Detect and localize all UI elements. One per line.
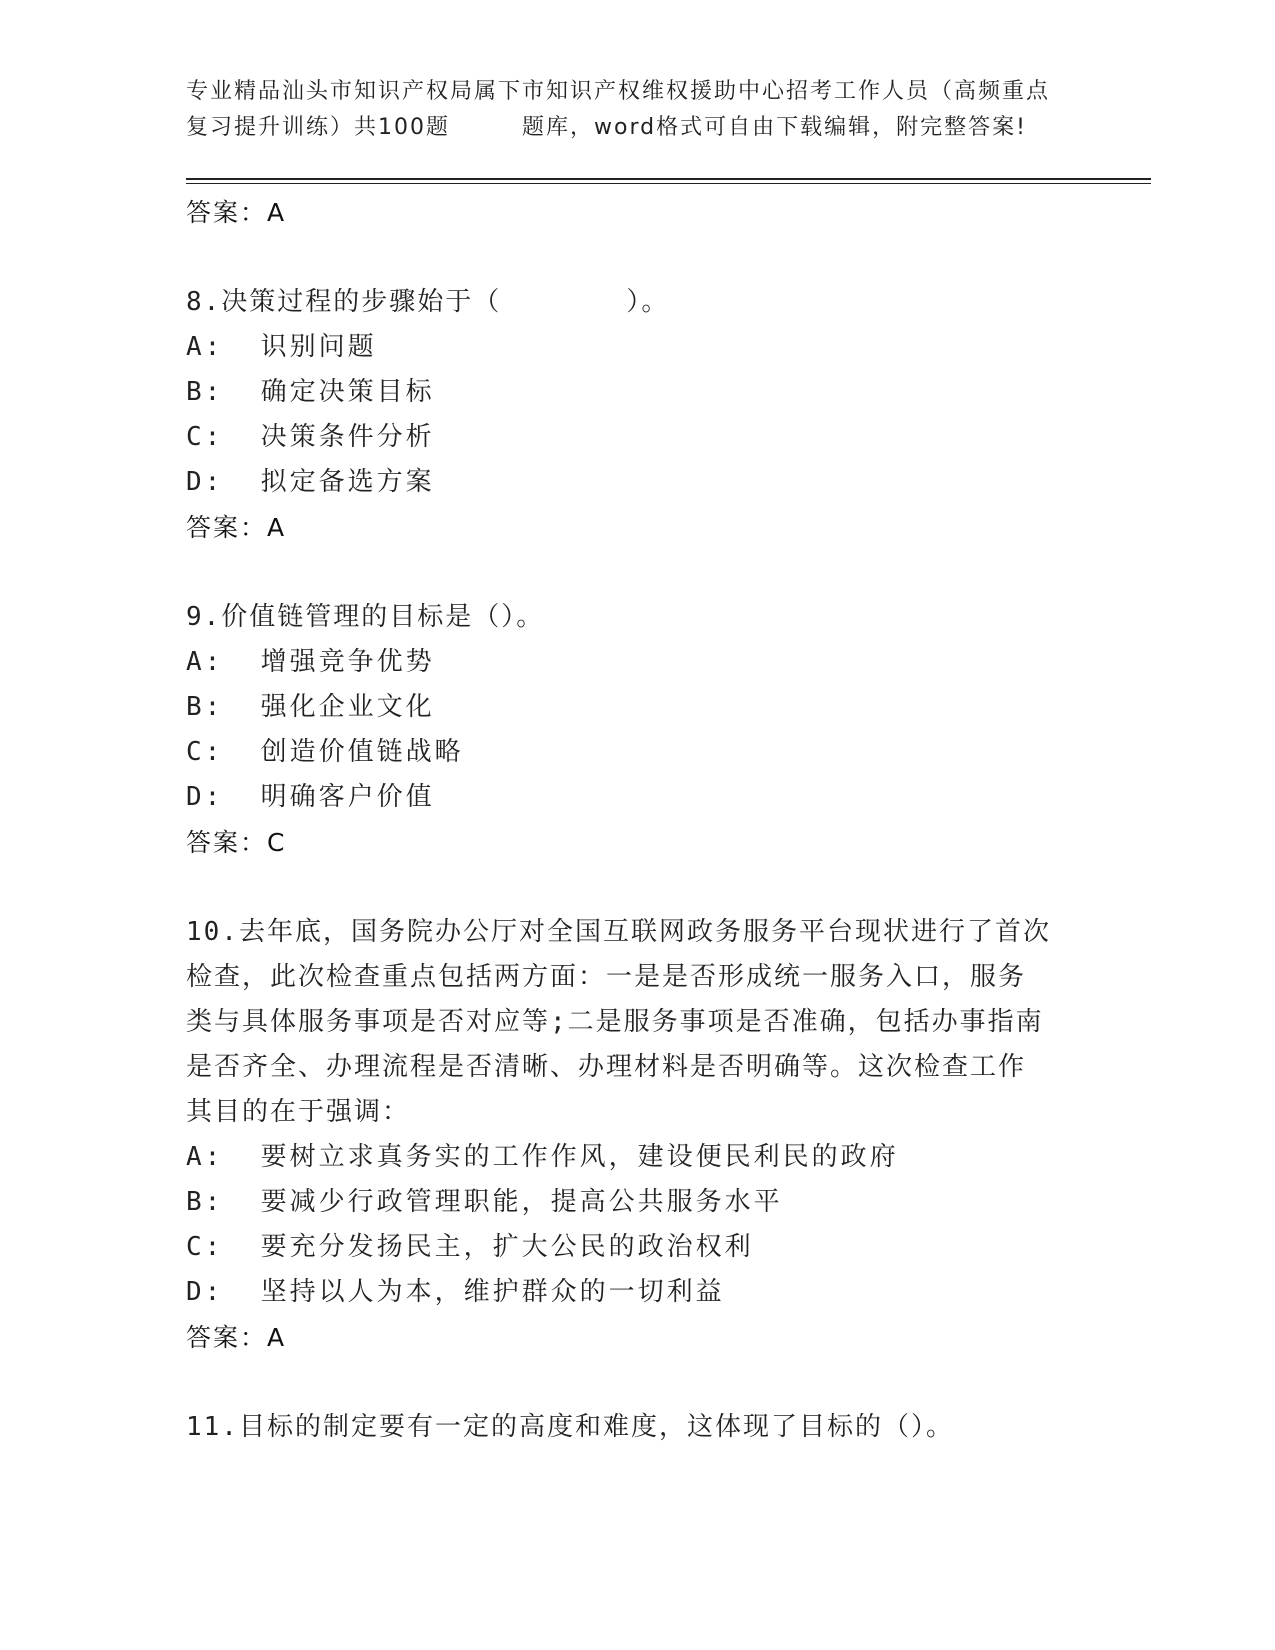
option-b: B: 要减少行政管理职能，提高公共服务水平 xyxy=(186,1187,783,1217)
answer: 答案：A xyxy=(186,1323,287,1352)
option-c: C: 决策条件分析 xyxy=(186,422,435,452)
question-stem-text: 8.决策过程的步骤始于（ xyxy=(186,287,502,317)
header-line-2-right: 题库，word格式可自由下载编辑，附完整答案! xyxy=(522,115,1027,140)
question-stem xyxy=(186,280,1086,325)
document-header xyxy=(186,74,1086,146)
document-body xyxy=(186,190,1086,1450)
question-10 xyxy=(186,910,1086,1360)
answer: 答案：A xyxy=(186,513,287,542)
header-line-2-left: 复习提升训练）共100题 xyxy=(186,115,450,140)
question-stem-line: 10.去年底，国务院办公厅对全国互联网政务服务平台现状进行了首次 xyxy=(186,917,1051,947)
question-stem-line: 类与具体服务事项是否对应等;二是服务事项是否准确，包括办事指南 xyxy=(186,1007,1044,1037)
question-8 xyxy=(186,280,1086,550)
header-divider-thin xyxy=(186,183,1151,184)
option-d: D: 拟定备选方案 xyxy=(186,467,435,497)
option-a: A: 增强竞争优势 xyxy=(186,647,435,677)
previous-answer: 答案：A xyxy=(186,198,287,227)
option-c: C: 创造价值链战略 xyxy=(186,737,464,767)
option-c: C: 要充分发扬民主，扩大公民的政治权利 xyxy=(186,1232,754,1262)
question-stem: 11.目标的制定要有一定的高度和难度，这体现了目标的（）。 xyxy=(186,1412,954,1442)
question-stem-line: 是否齐全、办理流程是否清晰、办理材料是否明确等。这次检查工作 xyxy=(186,1052,1027,1082)
option-a: A: 要树立求真务实的工作作风，建设便民利民的政府 xyxy=(186,1142,899,1172)
question-stem: 9.价值链管理的目标是（）。 xyxy=(186,602,545,632)
option-a: A: 识别问题 xyxy=(186,332,377,362)
question-11 xyxy=(186,1405,1086,1450)
question-9 xyxy=(186,595,1086,865)
header-divider xyxy=(186,178,1151,180)
header-line-1: 专业精品汕头市知识产权局属下市知识产权维权援助中心招考工作人员（高频重点 xyxy=(186,79,1051,104)
option-d: D: 明确客户价值 xyxy=(186,782,435,812)
question-stem-line: 其目的在于强调： xyxy=(186,1097,411,1127)
option-d: D: 坚持以人为本，维护群众的一切利益 xyxy=(186,1277,725,1307)
question-stem-line: 检查，此次检查重点包括两方面：一是是否形成统一服务入口，服务 xyxy=(186,962,1027,992)
question-stem-tail: ）。 xyxy=(626,287,670,317)
answer: 答案：C xyxy=(186,828,287,857)
header-line-2 xyxy=(186,110,1086,146)
option-b: B: 确定决策目标 xyxy=(186,377,435,407)
option-b: B: 强化企业文化 xyxy=(186,692,435,722)
